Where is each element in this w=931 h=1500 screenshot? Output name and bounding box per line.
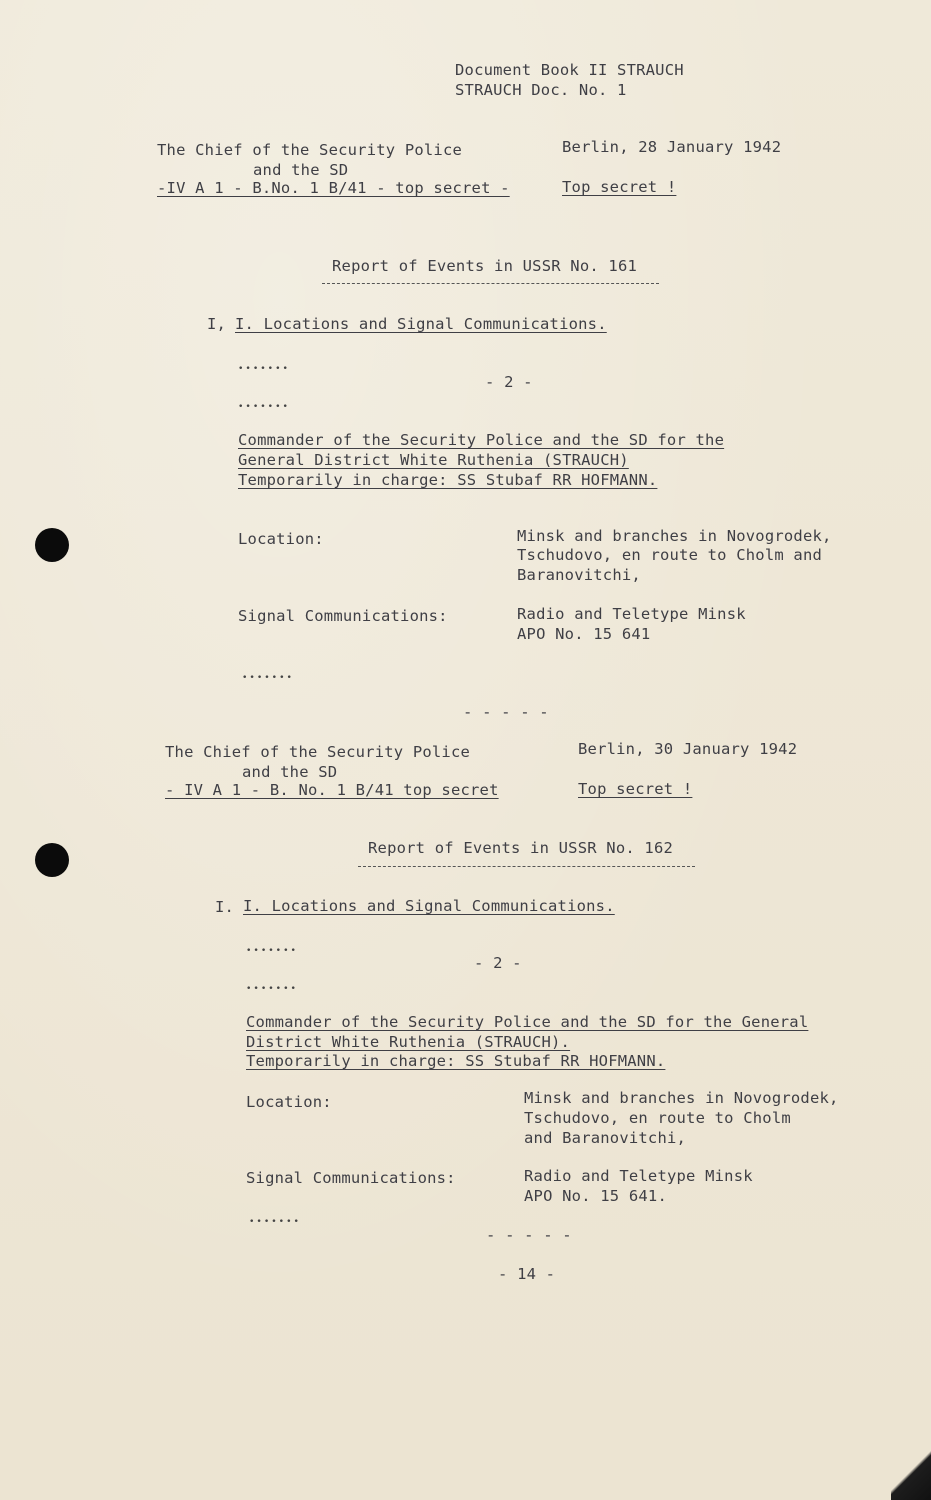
signal-value-line-1: Radio and Teletype Minsk [524, 1167, 753, 1185]
sender-line-1: The Chief of the Security Police [157, 141, 463, 159]
ellipsis-marker: ••••••• [246, 946, 298, 956]
signal-value-line-2: APO No. 15 641 [517, 625, 651, 643]
commander-line-2: General District White Ruthenia (STRAUCH) [238, 451, 629, 469]
page-marker: - 2 - [485, 373, 533, 391]
ellipsis-marker: ••••••• [242, 673, 294, 683]
reference-number: - IV A 1 - B. No. 1 B/41 top secret [165, 781, 499, 799]
title-underline [322, 283, 659, 284]
location-label: Location: [238, 530, 324, 548]
commander-line-1: Commander of the Security Police and the SD for the [238, 431, 725, 449]
sender-line-2: and the SD [242, 763, 338, 781]
page-number: - 14 - [498, 1265, 556, 1283]
commander-line-3: Temporarily in charge: SS Stubaf RR HOFMANN. [238, 471, 658, 489]
torn-corner [891, 1450, 931, 1500]
location-value-line-1: Minsk and branches in Novogrodek, [517, 527, 832, 545]
document-book-label: Document Book II STRAUCH [455, 61, 684, 79]
section-heading: I. Locations and Signal Communications. [243, 897, 615, 915]
ellipsis-marker: ••••••• [238, 364, 290, 374]
page-marker: - 2 - [474, 954, 522, 972]
sender-line-2: and the SD [253, 161, 349, 179]
signal-value-line-2: APO No. 15 641. [524, 1187, 667, 1205]
classification-label: Top secret ! [562, 178, 677, 196]
signal-label: Signal Communications: [246, 1169, 456, 1187]
section-heading: I. Locations and Signal Communications. [235, 315, 607, 333]
commander-line-2: District White Ruthenia (STRAUCH). [246, 1033, 571, 1051]
punch-hole [35, 528, 69, 562]
date-line: Berlin, 30 January 1942 [578, 740, 798, 758]
date-line: Berlin, 28 January 1942 [562, 138, 782, 156]
signal-value-line-1: Radio and Teletype Minsk [517, 605, 746, 623]
sender-line-1: The Chief of the Security Police [165, 743, 471, 761]
ellipsis-marker: ••••••• [238, 402, 290, 412]
location-value-line-3: Baranovitchi, [517, 566, 641, 584]
report-title: Report of Events in USSR No. 161 [332, 257, 638, 275]
reference-number: -IV A 1 - B.No. 1 B/41 - top secret - [157, 179, 510, 197]
section-number: I. [215, 898, 235, 916]
commander-line-3: Temporarily in charge: SS Stubaf RR HOFMANN. [246, 1052, 666, 1070]
punch-hole [35, 843, 69, 877]
signal-label: Signal Communications: [238, 607, 448, 625]
commander-line-1: Commander of the Security Police and the SD for the General [246, 1013, 809, 1031]
section-number: I, [207, 315, 227, 333]
section-separator: - - - - - [463, 703, 549, 721]
ellipsis-marker: ••••••• [246, 984, 298, 994]
location-value-line-2: Tschudovo, en route to Cholm and [517, 546, 823, 564]
classification-label: Top secret ! [578, 780, 693, 798]
section-separator: - - - - - [486, 1226, 572, 1244]
report-title: Report of Events in USSR No. 162 [368, 839, 674, 857]
ellipsis-marker: ••••••• [249, 1217, 301, 1227]
document-number-label: STRAUCH Doc. No. 1 [455, 81, 627, 99]
location-value-line-1: Minsk and branches in Novogrodek, [524, 1089, 839, 1107]
location-label: Location: [246, 1093, 332, 1111]
title-underline [358, 866, 695, 867]
location-value-line-3: and Baranovitchi, [524, 1129, 687, 1147]
location-value-line-2: Tschudovo, en route to Cholm [524, 1109, 791, 1127]
